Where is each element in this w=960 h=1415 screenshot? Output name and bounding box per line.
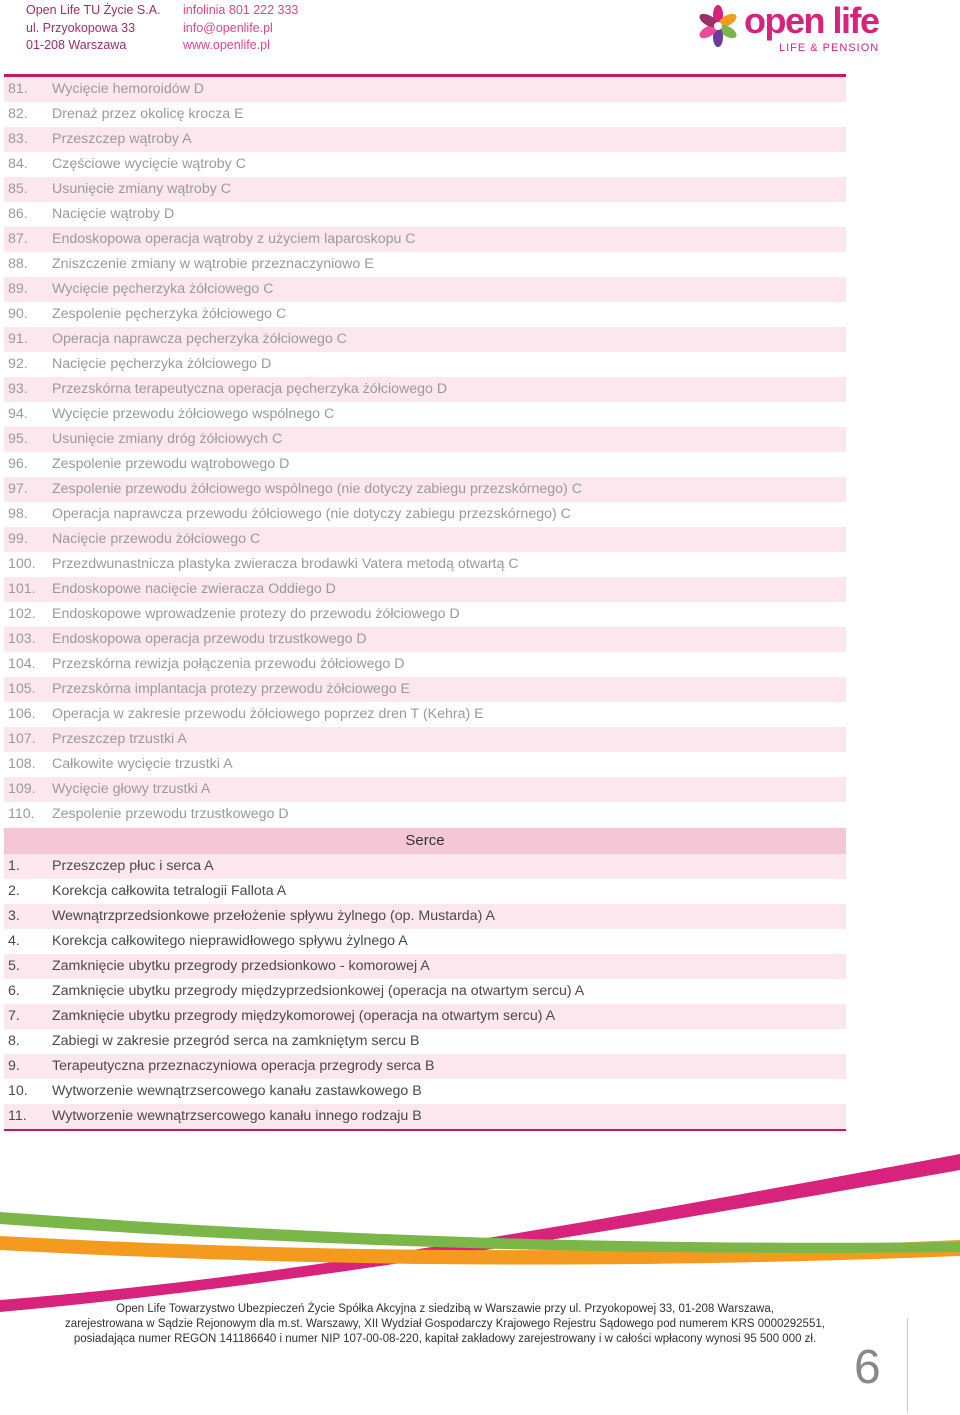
row-procedure: Przezdwunastnicza plastyka zwieracza brodawki Vatera metodą otwartą C [52,556,519,572]
legal-footer [0,1302,890,1347]
row-procedure: Wewnątrzprzedsionkowe przełożenie spływu żylnego (op. Mustarda) A [52,908,495,924]
row-procedure: Usunięcie zmiany dróg żółciowych C [52,431,283,447]
row-number: 81. [8,81,28,97]
table-row [4,954,846,979]
company-name: Open Life TU Życie S.A. [26,3,161,17]
row-procedure: Zniszczenie zmiany w wątrobie przeznaczyniowo E [52,256,374,272]
row-procedure: Endoskopowe nacięcie zwieracza Oddiego D [52,581,336,597]
decorative-waves [0,1140,960,1320]
page-number-separator [907,1318,908,1413]
row-number: 104. [8,656,36,672]
row-number: 91. [8,331,28,347]
row-procedure: Drenaż przez okolicę krocza E [52,106,244,122]
table-row [4,502,846,527]
procedure-table [4,74,846,1131]
table-row [4,777,846,802]
table-row [4,727,846,752]
company-city: 01-208 Warszawa [26,38,127,52]
row-number: 101. [8,581,36,597]
row-procedure: Zespolenie przewodu żółciowego wspólnego (nie dotyczy zabiegu przezskórnego) C [52,481,582,497]
table-row [4,127,846,152]
row-number: 4. [8,933,20,949]
hotline-text: infolinia 801 222 333 [183,3,299,17]
row-procedure: Przeszczep trzustki A [52,731,187,747]
row-procedure: Wycięcie przewodu żółciowego wspólnego C [52,406,335,422]
row-procedure: Korekcja całkowitego nieprawidłowego spływu żylnego A [52,933,408,949]
table-row [4,252,846,277]
digestive-procedure-list [4,77,846,827]
row-procedure: Przeszczep płuc i serca A [52,858,214,874]
table-row [4,477,846,502]
row-number: 98. [8,506,28,522]
row-procedure: Przezskórna terapeutyczna operacja pęcherzyka żółciowego D [52,381,448,397]
table-row [4,277,846,302]
row-number: 9. [8,1058,20,1074]
row-procedure: Wycięcie hemoroidów D [52,81,205,97]
row-number: 108. [8,756,36,772]
row-number: 110. [8,806,35,822]
heart-procedure-list [4,854,846,1129]
row-procedure: Zamknięcie ubytku przegrody przedsionkowo - komorowej A [52,958,430,974]
row-number: 100. [8,556,36,572]
table-row [4,802,846,827]
table-row [4,102,846,127]
row-number: 1. [8,858,20,874]
table-row [4,577,846,602]
table-row [4,527,846,552]
table-row [4,402,846,427]
table-row [4,552,846,577]
table-row [4,77,846,102]
row-number: 83. [8,131,28,147]
row-procedure: Przezskórna rewizja połączenia przewodu żółciowego D [52,656,405,672]
table-row [4,677,846,702]
page-header [0,0,960,60]
row-number: 93. [8,381,28,397]
row-number: 105. [8,681,36,697]
open-life-logo[interactable] [696,0,886,54]
row-number: 8. [8,1033,20,1049]
row-procedure: Operacja naprawcza przewodu żółciowego (nie dotyczy zabiegu przezskórnego) C [52,506,571,522]
table-row [4,627,846,652]
company-street: ul. Przyokopowa 33 [26,20,136,35]
row-number: 90. [8,306,28,322]
row-procedure: Wycięcie głowy trzustki A [52,781,211,797]
table-row [4,1054,846,1079]
footer-line-1: Open Life Towarzystwo Ubezpieczeń Życie Spółka Akcyjna z siedzibą w Warszawie przy ul. Przyokopowej 33, 01-208 Warszawa, [116,1303,774,1315]
row-number: 7. [8,1008,20,1024]
row-number: 88. [8,256,28,272]
row-number: 85. [8,181,28,197]
row-procedure: Przeszczep wątroby A [52,131,192,147]
row-procedure: Usunięcie zmiany wątroby C [52,181,231,197]
table-row [4,879,846,904]
row-procedure: Częściowe wycięcie wątroby C [52,156,246,172]
table-row [4,602,846,627]
table-row [4,1029,846,1054]
row-number: 2. [8,883,20,899]
row-procedure: Zabiegi w zakresie przegród serca na zamkniętym sercu B [52,1033,420,1049]
row-number: 99. [8,531,28,547]
row-number: 106. [8,706,36,722]
company-contact [183,2,298,55]
row-number: 109. [8,781,36,797]
row-procedure: Zespolenie przewodu trzustkowego D [52,806,289,822]
table-row [4,227,846,252]
logo-wordmark: open life [744,0,879,41]
row-number: 82. [8,106,28,122]
footer-line-3: posiadająca numer REGON 141186640 i numer NIP 107-00-08-220, kapitał zakładowy zarejestrowany i w całości wpłacony wynosi 95 500 000 zł. [73,1333,817,1345]
company-address [26,2,161,55]
row-procedure: Endoskopowa operacja wątroby z użyciem laparoskopu C [52,231,416,247]
row-procedure: Nacięcie przewodu żółciowego C [52,531,261,547]
flower-icon [696,4,742,50]
row-number: 94. [8,406,28,422]
table-row [4,904,846,929]
row-number: 86. [8,206,28,222]
row-number: 87. [8,231,28,247]
row-procedure: Wytworzenie wewnątrzsercowego kanału zastawkowego B [52,1083,422,1099]
table-row [4,352,846,377]
row-number: 95. [8,431,28,447]
row-procedure: Zamknięcie ubytku przegrody międzykomorowej (operacja na otwartym sercu) A [52,1008,556,1024]
table-row [4,854,846,879]
table-row [4,929,846,954]
row-procedure: Wycięcie pęcherzyka żółciowego C [52,281,274,297]
row-procedure: Endoskopowa operacja przewodu trzustkowego D [52,631,367,647]
row-number: 89. [8,281,28,297]
table-row [4,979,846,1004]
row-procedure: Operacja w zakresie przewodu żółciowego poprzez dren T (Kehra) E [52,706,484,722]
row-procedure: Przezskórna implantacja protezy przewodu żółciowego E [52,681,411,697]
row-procedure: Całkowite wycięcie trzustki A [52,756,233,772]
table-row [4,202,846,227]
row-number: 5. [8,958,20,974]
website-link[interactable]: www.openlife.pl [183,38,270,52]
row-number: 3. [8,908,20,924]
row-procedure: Zespolenie pęcherzyka żółciowego C [52,306,287,322]
row-number: 84. [8,156,28,172]
table-row [4,1079,846,1104]
table-row [4,327,846,352]
table-row [4,427,846,452]
row-procedure: Korekcja całkowita tetralogii Fallota A [52,883,287,899]
row-number: 92. [8,356,28,372]
row-procedure: Terapeutyczna przeznaczyniowa operacja przegrody serca B [52,1058,435,1074]
table-row [4,752,846,777]
row-procedure: Zamknięcie ubytku przegrody międzyprzedsionkowej (operacja na otwartym sercu) A [52,983,585,999]
row-procedure: Operacja naprawcza pęcherzyka żółciowego C [52,331,347,347]
table-row [4,1004,846,1029]
table-row [4,377,846,402]
row-number: 10. [8,1083,28,1099]
page-number: 6 [854,1341,881,1394]
row-number: 97. [8,481,28,497]
section-heading-serce: Serce [4,827,846,854]
table-row [4,152,846,177]
table-row [4,302,846,327]
table-row [4,1104,846,1129]
row-procedure: Nacięcie pęcherzyka żółciowego D [52,356,272,372]
row-number: 11. [8,1108,27,1124]
logo-tagline: LIFE & PENSION [779,42,880,54]
table-row [4,652,846,677]
row-procedure: Wytworzenie wewnątrzsercowego kanału innego rodzaju B [52,1108,422,1124]
row-number: 6. [8,983,20,999]
table-row [4,177,846,202]
table-bottom-rule [4,1129,846,1131]
footer-line-2: zarejestrowana w Sądzie Rejonowym dla m.st. Warszawy, XII Wydział Gospodarczy Krajowego Rejestru Sądowego pod numerem KRS 0000292551, [65,1318,825,1330]
row-procedure: Endoskopowe wprowadzenie protezy do przewodu żółciowego D [52,606,460,622]
table-row [4,702,846,727]
row-procedure: Zespolenie przewodu wątrobowego D [52,456,290,472]
row-number: 103. [8,631,36,647]
table-row [4,452,846,477]
row-number: 107. [8,731,36,747]
row-number: 96. [8,456,28,472]
row-number: 102. [8,606,36,622]
email-link[interactable]: info@openlife.pl [183,20,273,35]
row-procedure: Nacięcie wątroby D [52,206,175,222]
